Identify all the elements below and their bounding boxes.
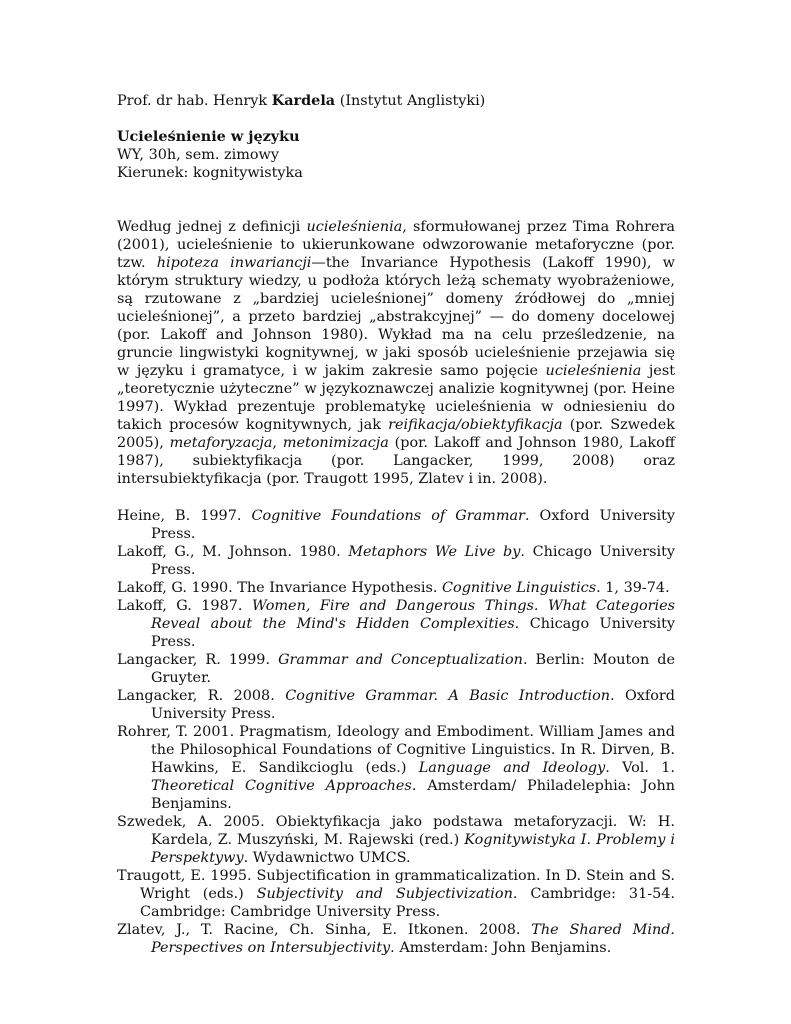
lecturer-surname: Kardela	[271, 92, 336, 109]
description-term: hipoteza inwariancji	[156, 255, 312, 271]
lecturer-affiliation: (Instytut Anglistyki)	[335, 93, 486, 109]
reference-lakoff-johnson: Lakoff, G., M. Johnson. 1980. Metaphors We Live by. Chicago University Press.	[117, 544, 675, 578]
course-format: WY, 30h, sem. zimowy	[117, 147, 279, 163]
reference-zlatev: Zlatev, J., T. Racine, Ch. Sinha, E. Itkonen. 2008. The Shared Mind. Perspectives on Intersubjectivity. Amsterdam: John Benjamins.	[117, 922, 675, 956]
description-text: , sformułowanej przez Tima Rohrera (2001), ucieleśnienie to ukierunkowane odwzorowanie metaforyczne (por. tzw.	[117, 219, 675, 271]
reference-heine: Heine, B. 1997. Cognitive Foundations of Grammar. Oxford University Press.	[117, 508, 675, 542]
description-term: metaforyzacja	[169, 435, 273, 451]
reference-langacker-2008: Langacker, R. 2008. Cognitive Grammar. A Basic Introduction. Oxford University Press.	[117, 688, 675, 722]
course-title: Ucieleśnienie w języku	[117, 128, 300, 145]
description-term: reifikacja	[388, 417, 457, 433]
document-body	[117, 92, 675, 957]
description-term: /	[456, 417, 461, 433]
reference-lakoff-1990: Lakoff, G. 1990. The Invariance Hypothesis. Cognitive Linguistics. 1, 39-74.	[117, 580, 670, 596]
course-info	[117, 128, 675, 182]
description-text: (por. Szwedek 2005),	[117, 417, 675, 451]
description-text: (por. Lakoff and Johnson 1980, Lakoff 1987), subiektyfikacja (por. Langacker, 1999, 2008) oraz intersubiektyfikacja (por. Traugott 1995, Zlatev i in. 2008).	[117, 435, 676, 487]
description-text: jest „teoretycznie użyteczne” w językoznawczej analizie kognitywnej (por. Heine 1997). Wykład prezentuje problematykę ucieleśnienia w odniesieniu do takich procesów kognitywnych, jak	[117, 363, 675, 433]
course-description	[117, 218, 675, 488]
description-text: Według jednej z definicji	[117, 219, 307, 235]
description-text: —the Invariance Hypothesis (Lakoff 1990), w którym struktury wiedzy, u podłoża których leżą schematy wyobrażeniowe, są rzutowane z „bardziej ucieleśnionej” domeny źródłowej do „mniej ucieleśnionej”, a przeto bardziej „abstrakcyjnej” — do domeny docelowej (por. Lakoff and Johnson 1980). Wykład ma na celu prześledzenie, na gruncie lingwistyki kognitywnej, w jaki sposób ucieleśnienie przejawia się w języku i gramatyce, i w jakim zakresie samo pojęcie	[117, 255, 675, 379]
description-term: ucieleśnienia	[306, 219, 403, 235]
course-program: Kierunek: kognitywistyka	[117, 165, 303, 181]
reference-list	[117, 507, 675, 957]
reference-szwedek: Szwedek, A. 2005. Obiektyfikacja jako podstawa metaforyzacji. W: H. Kardela, Z. Muszyński, M. Rajewski (red.) Kognitywistyka I. Problemy i Perspektywy. Wydawnictwo UMCS.	[117, 814, 675, 866]
description-text: ,	[272, 435, 283, 451]
lecturer-line	[117, 92, 675, 110]
reference-rohrer: Rohrer, T. 2001. Pragmatism, Ideology and Embodiment. William James and the Philosophical Foundations of Cognitive Linguistics. In R. Dirven, B. Hawkins, E. Sandikcioglu (eds.) Language and Ideology. Vol. 1. Theoretical Cognitive Approaches. Amsterdam/ Philadelephia: John Benjamins.	[117, 724, 675, 812]
description-term: ucieleśnienia	[545, 363, 642, 379]
lecturer-prefix: Prof. dr hab. Henryk	[117, 93, 272, 109]
description-term: metonimizacja	[282, 435, 389, 451]
description-term: obiektyfikacja	[460, 417, 563, 433]
reference-langacker-1999: Langacker, R. 1999. Grammar and Conceptualization. Berlin: Mouton de Gruyter.	[117, 652, 675, 686]
reference-traugott: Traugott, E. 1995. Subjectification in grammaticalization. In D. Stein and S. Wright (eds.) Subjectivity and Subjectivization. Cambridge: 31-54. Cambridge: Cambridge University Press.	[117, 868, 675, 920]
reference-lakoff-1987: Lakoff, G. 1987. Women, Fire and Dangerous Things. What Categories Reveal about the Mind's Hidden Complexities. Chicago University Press.	[117, 598, 675, 650]
